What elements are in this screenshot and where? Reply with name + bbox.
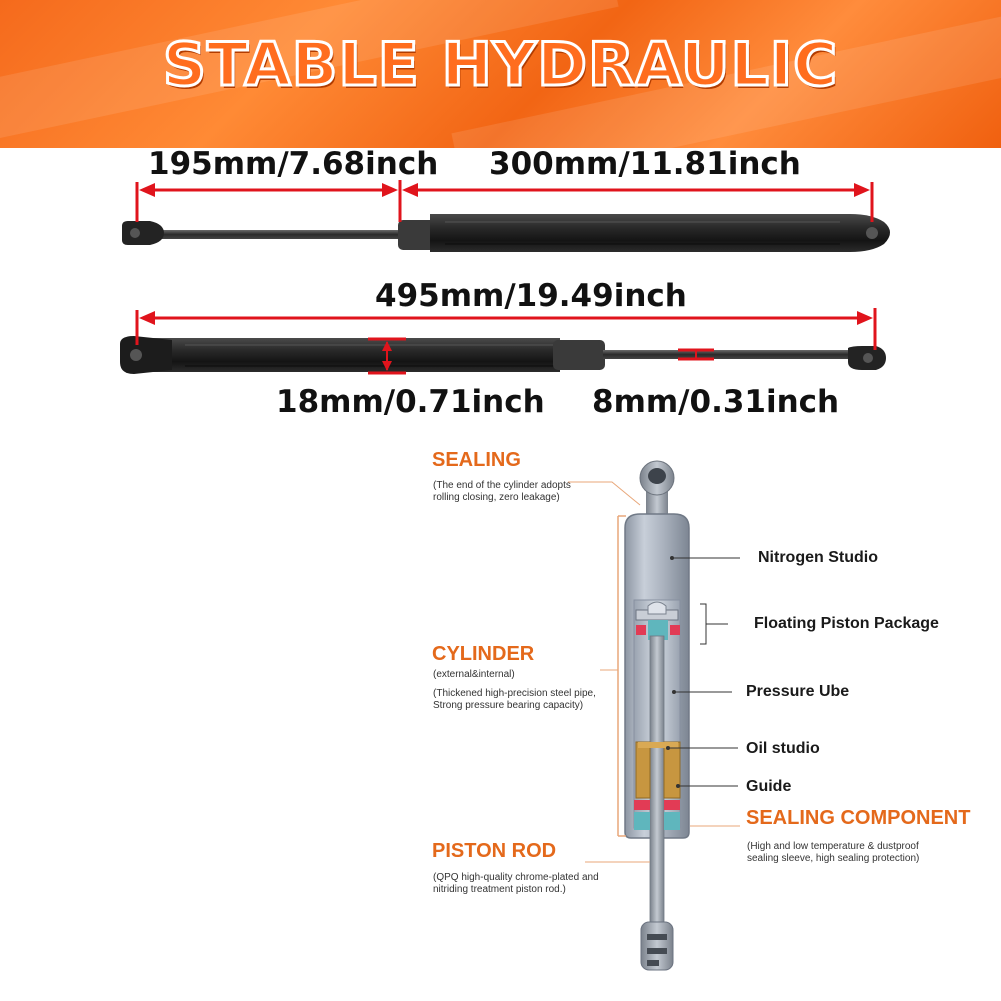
sealing-desc-line-2: rolling closing, zero leakage) — [433, 492, 560, 503]
oil-studio-label: Oil studio — [746, 740, 820, 757]
cutaway-diagram — [568, 461, 740, 970]
floating-piston-label: Floating Piston Package — [754, 615, 939, 632]
sealing-component-desc-line-2: sealing sleeve, high sealing protection) — [747, 853, 920, 864]
sealing-desc-line-1: (The end of the cylinder adopts — [433, 480, 571, 491]
rod-diameter-label: 8mm/0.31inch — [592, 384, 840, 420]
piston-rod-desc-line-2: nitriding treatment piston rod.) — [433, 884, 566, 895]
gas-strut-bottom — [120, 336, 886, 374]
cylinder-desc-line-1: (Thickened high-precision steel pipe, — [433, 688, 596, 699]
cylinder-title: CYLINDER — [432, 643, 535, 665]
sealing-title: SEALING — [432, 449, 521, 471]
gas-strut-top — [122, 214, 890, 252]
rod-length-label: 195mm/7.68inch — [148, 146, 439, 182]
nitrogen-studio-label: Nitrogen Studio — [758, 549, 878, 566]
total-length-label: 495mm/19.49inch — [375, 278, 687, 314]
pressure-tube-label: Pressure Ube — [746, 683, 850, 700]
body-length-label: 300mm/11.81inch — [489, 146, 801, 182]
sealing-component-desc-line-1: (High and low temperature & dustproof — [747, 841, 919, 852]
sealing-component-title: SEALING COMPONENT — [746, 807, 971, 829]
cylinder-subtitle: (external&internal) — [433, 669, 515, 680]
guide-label: Guide — [746, 778, 792, 795]
cylinder-desc-line-2: Strong pressure bearing capacity) — [433, 700, 584, 711]
piston-rod-desc-line-1: (QPQ high-quality chrome-plated and — [433, 872, 599, 883]
body-diameter-label: 18mm/0.71inch — [276, 384, 545, 420]
banner-title: STABLE HYDRAULIC — [162, 30, 839, 100]
piston-rod-title: PISTON ROD — [432, 840, 557, 862]
